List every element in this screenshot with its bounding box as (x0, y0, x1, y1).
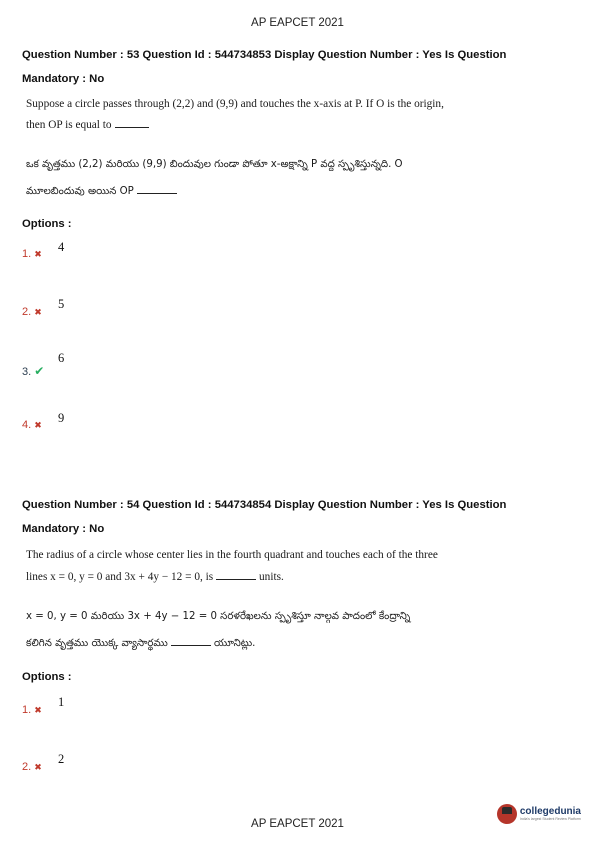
q54-option-1-value: 1 (58, 695, 65, 709)
question-53-telugu-line1: ఒక వృత్తము (2,2) మరియు (9,9) బిందువుల గుండా పోతూ x-అక్షాన్ని P వద్ద స్పృశిస్తున్నది. O (26, 159, 403, 170)
q53-option-4-value: 9 (58, 411, 65, 425)
q54-option-1: 1. ✖ (22, 704, 42, 716)
logo-tagline: India's largest Student Review Platform (519, 817, 581, 821)
graduate-cap-icon (497, 804, 517, 824)
q53-option-1: 1. ✖ (22, 248, 42, 260)
question-54-options-label: Options : (22, 671, 72, 683)
wrong-cross-icon: ✖ (34, 762, 42, 772)
question-54-meta: Question Number : 54 Question Id : 544734854 Display Question Number : Yes Is Question (22, 499, 507, 511)
q53-option-3: 3. ✔ (22, 364, 45, 378)
page-footer: AP EAPCET 2021 (251, 818, 344, 830)
question-53-meta: Question Number : 53 Question Id : 544734853 Display Question Number : Yes Is Question (22, 49, 507, 61)
q53-option-3-value: 6 (58, 351, 65, 365)
q54-option-2: 2. ✖ (22, 761, 42, 773)
logo-text: collegedunia (519, 806, 581, 817)
correct-check-icon: ✔ (34, 364, 45, 378)
question-54-telugu-line2: కలిగిన వృత్తము యొక్క వ్యాసార్థము యూనిట్లు. (26, 638, 256, 649)
question-53-english-line1: Suppose a circle passes through (2,2) and (9,9) and touches the x-axis at P. If O is the origin, (26, 98, 444, 110)
question-54-telugu-line1: x = 0, y = 0 మరియు 3x + 4y − 12 = 0 సరళరేఖలను స్పృశిస్తూ నాల్గవ పాదంలో కేంద్రాన్ని (26, 611, 411, 622)
q53-option-1-value: 4 (58, 240, 65, 254)
q53-option-4: 4. ✖ (22, 419, 42, 431)
page-header: AP EAPCET 2021 (251, 17, 344, 29)
wrong-cross-icon: ✖ (34, 420, 42, 430)
question-54-english-line1: The radius of a circle whose center lies in the fourth quadrant and touches each of the three (26, 549, 438, 561)
question-53-english-line2: then OP is equal to (26, 118, 149, 131)
wrong-cross-icon: ✖ (34, 307, 42, 317)
q53-option-2-value: 5 (58, 297, 65, 311)
question-53-options-label: Options : (22, 218, 72, 230)
question-54-mandatory: Mandatory : No (22, 523, 105, 535)
wrong-cross-icon: ✖ (34, 705, 42, 715)
question-54-english-line2: lines x = 0, y = 0 and 3x + 4y − 12 = 0, is units. (26, 571, 284, 583)
wrong-cross-icon: ✖ (34, 249, 42, 259)
q53-option-2: 2. ✖ (22, 306, 42, 318)
question-53-telugu-line2: మూలబిందువు అయిన OP (26, 184, 177, 199)
collegedunia-logo (497, 804, 581, 824)
q54-option-2-value: 2 (58, 752, 65, 766)
question-53-mandatory: Mandatory : No (22, 73, 105, 85)
